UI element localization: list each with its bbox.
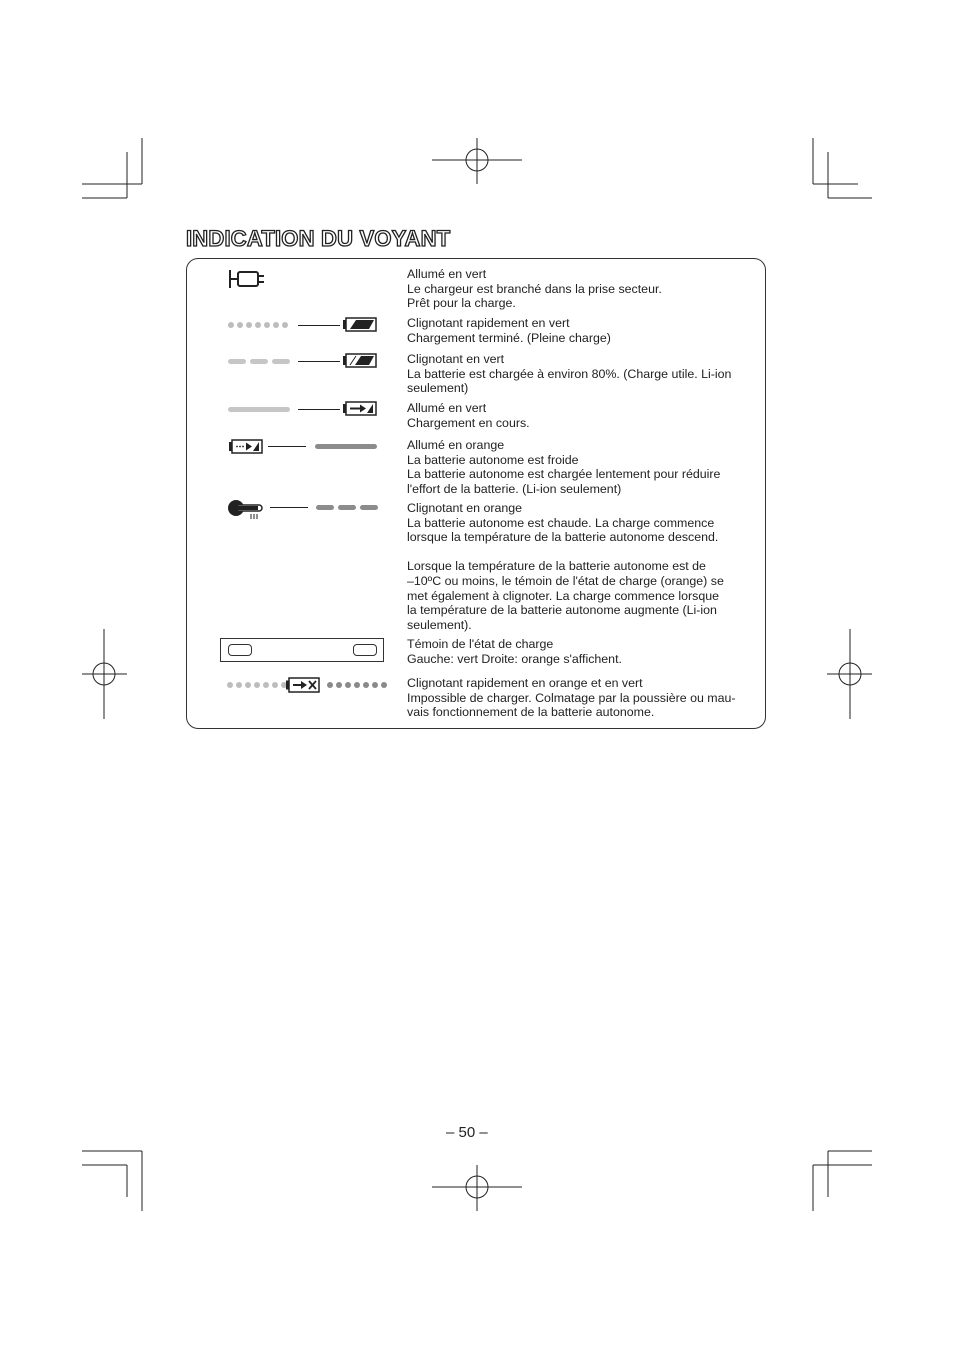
charge-error-icon xyxy=(285,677,321,693)
desc-line: Lorsque la température de la batterie autonome est de xyxy=(407,559,706,574)
desc-line: seulement). xyxy=(407,617,472,632)
desc-line: lorsque la température de la batterie autonome descend. xyxy=(407,530,719,545)
desc-line: Clignotant en vert xyxy=(407,352,505,366)
row-description xyxy=(407,676,752,720)
row-description xyxy=(407,637,752,666)
right-led xyxy=(353,644,377,656)
blink-led-orange xyxy=(338,505,356,510)
desc-line: seulement) xyxy=(407,381,469,396)
leader-line xyxy=(268,446,306,447)
fast-blink-led-green xyxy=(227,682,287,688)
leader-line xyxy=(298,325,340,326)
desc-line: Allumé en orange xyxy=(407,438,505,452)
blink-led xyxy=(250,359,268,364)
desc-line: Impossible de charger. Colmatage par la poussière ou mau- xyxy=(407,690,736,705)
desc-line: vais fonctionnement de la batterie autonome. xyxy=(407,705,655,720)
desc-line: la température de la batterie autonome augmente (Li-ion xyxy=(407,603,717,618)
battery-80-icon xyxy=(342,353,378,368)
desc-line: La batterie autonome est froide xyxy=(407,452,579,467)
slow-charge-icon xyxy=(228,439,264,454)
section-title: INDICATION DU VOYANT xyxy=(186,226,451,251)
blink-led-orange xyxy=(360,505,378,510)
desc-line: La batterie est chargée à environ 80%. (Charge utile. Li-ion xyxy=(407,366,732,381)
desc-line: La batterie autonome est chargée lentement pour réduire xyxy=(407,467,721,482)
row-description xyxy=(407,316,752,345)
status-panel-icon xyxy=(220,638,384,662)
row-description xyxy=(407,438,752,496)
desc-line: La batterie autonome est chaude. La charge commence xyxy=(407,515,715,530)
desc-line: Allumé en vert xyxy=(407,401,487,415)
desc-line: Chargement terminé. (Pleine charge) xyxy=(407,330,611,345)
row-description xyxy=(407,501,752,632)
plug-icon xyxy=(228,268,268,290)
desc-line: Gauche: vert Droite: orange s'affichent. xyxy=(407,651,622,666)
desc-line: Témoin de l'état de charge xyxy=(407,637,554,651)
row-description xyxy=(407,352,752,396)
desc-line: Clignotant rapidement en vert xyxy=(407,316,570,330)
steady-led-orange xyxy=(315,444,377,449)
row-description xyxy=(407,267,752,311)
row-description xyxy=(407,401,752,430)
leader-line xyxy=(298,409,340,410)
desc-line: Chargement en cours. xyxy=(407,415,530,430)
blink-led-orange xyxy=(316,505,334,510)
desc-line: Clignotant en orange xyxy=(407,501,523,515)
steady-led xyxy=(228,407,290,412)
desc-line: l'effort de la batterie. (Li-ion seulement) xyxy=(407,481,622,496)
desc-line: Clignotant rapidement en orange et en vert xyxy=(407,676,643,690)
desc-line: Prêt pour la charge. xyxy=(407,296,516,311)
battery-full-icon xyxy=(342,317,378,332)
leader-line xyxy=(270,507,308,508)
desc-line: Allumé en vert xyxy=(407,267,487,281)
left-led xyxy=(228,644,252,656)
leader-line xyxy=(298,361,340,362)
thermometer-icon xyxy=(227,499,267,521)
charging-arrow-icon xyxy=(342,401,378,416)
blink-led xyxy=(272,359,290,364)
desc-line: met également à clignoter. La charge commence lorsque xyxy=(407,588,720,603)
blink-led xyxy=(228,359,246,364)
fast-blink-led-orange xyxy=(327,682,387,688)
fast-blink-led xyxy=(228,322,288,328)
page-number: – 50 – xyxy=(446,1124,488,1141)
desc-line: Le chargeur est branché dans la prise secteur. xyxy=(407,281,662,296)
desc-line: –10ºC ou moins, le témoin de l'état de charge (orange) se xyxy=(407,573,724,588)
